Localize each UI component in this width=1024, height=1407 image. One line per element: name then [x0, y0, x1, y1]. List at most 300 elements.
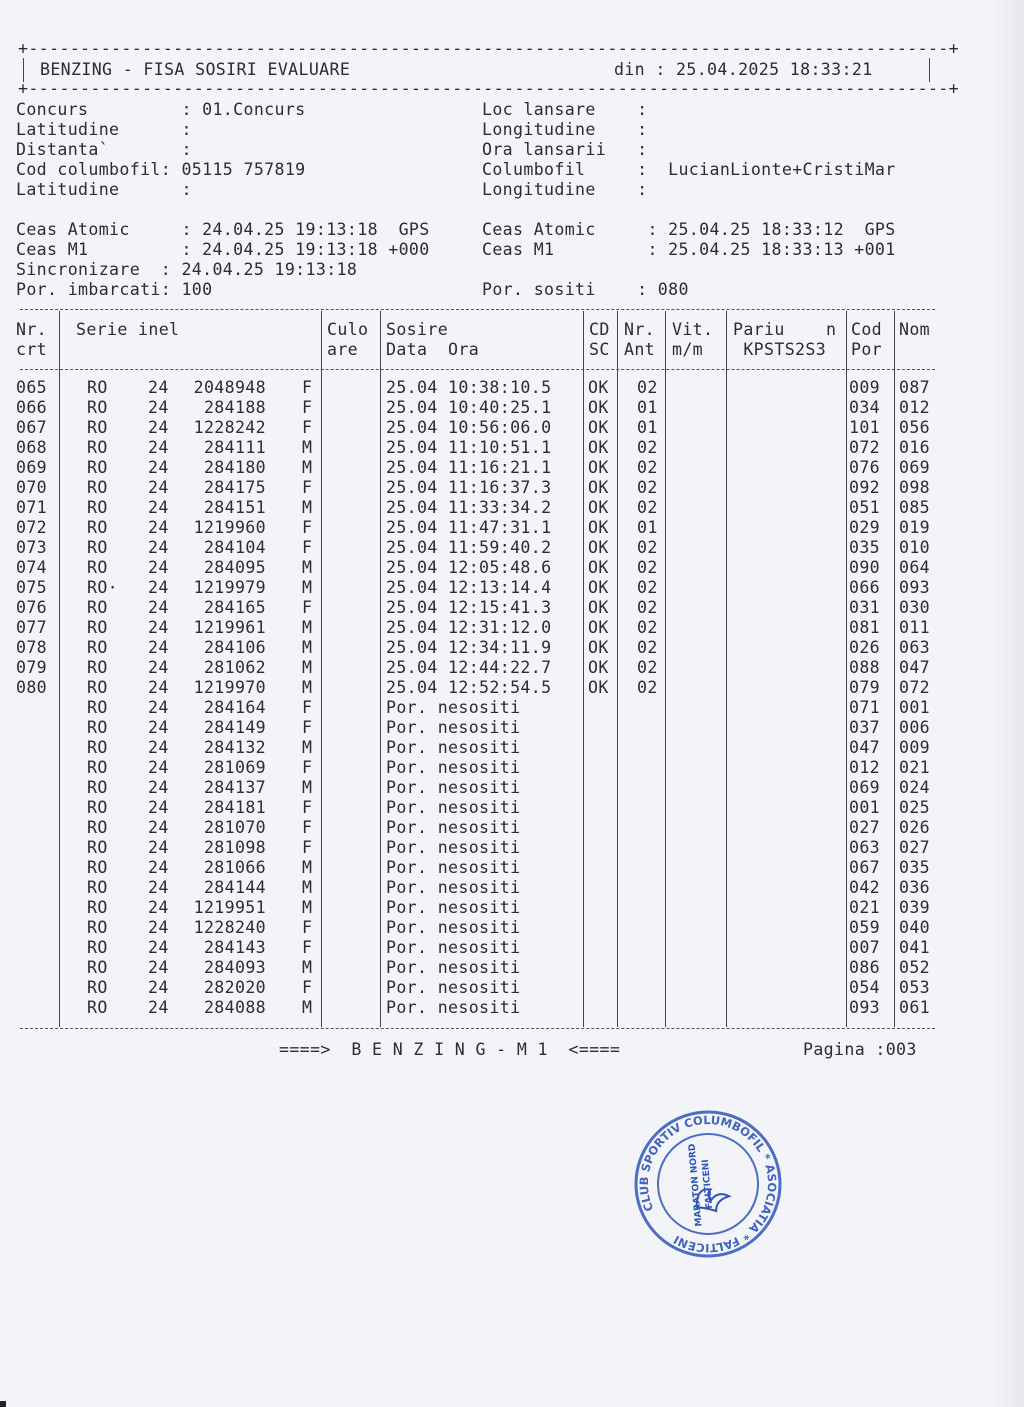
cell-cd: OK: [588, 598, 609, 617]
cell-tara: RO: [87, 798, 108, 817]
cell-tara: RO·: [87, 578, 119, 597]
cell-nom: 085: [899, 498, 931, 517]
cell-cd: OK: [588, 678, 609, 697]
cell-cd: OK: [588, 458, 609, 477]
cell-an: 24: [148, 398, 169, 417]
cell-nr: 080: [16, 678, 48, 697]
info-ora-lansarii: Ora lansarii :: [482, 140, 648, 159]
cell-an: 24: [148, 638, 169, 657]
cell-tara: RO: [87, 738, 108, 757]
cell-an: 24: [148, 558, 169, 577]
cell-ant: 02: [637, 558, 658, 577]
info-columbofil: Columbofil : LucianLionte+CristiMar: [482, 160, 896, 179]
cell-nom: 009: [899, 738, 931, 757]
cell-nr: 069: [16, 458, 48, 477]
cell-an: 24: [148, 678, 169, 697]
svg-text:CLUB SPORTIV COLUMBOFIL * ASOC: CLUB SPORTIV COLUMBOFIL * ASOCIATIA * FALTICENI: [636, 1112, 780, 1256]
cell-cod: 029: [849, 518, 881, 537]
cell-ant: 02: [637, 458, 658, 477]
cell-nom: 056: [899, 418, 931, 437]
cell-nom: 053: [899, 978, 931, 997]
cell-sosire: 25.04 12:31:12.0: [386, 618, 552, 637]
clock-left-imbarcati: Por. imbarcati: 100: [16, 280, 213, 299]
cell-nom: 025: [899, 798, 931, 817]
cell-tara: RO: [87, 978, 108, 997]
cell-nom: 035: [899, 858, 931, 877]
cell-cod: 086: [849, 958, 881, 977]
col-sep-6: [665, 311, 666, 1027]
cell-inel: 284093: [203, 958, 266, 977]
cell-cod: 037: [849, 718, 881, 737]
cell-tara: RO: [87, 898, 108, 917]
cell-sosire: 25.04 12:44:22.7: [386, 658, 552, 677]
cell-ant: 02: [637, 638, 658, 657]
cell-an: 24: [148, 858, 169, 877]
cell-sosire: 25.04 12:34:11.9: [386, 638, 552, 657]
cell-tara: RO: [87, 638, 108, 657]
cell-tara: RO: [87, 618, 108, 637]
cell-tara: RO: [87, 718, 108, 737]
cell-nr: 074: [16, 558, 48, 577]
cell-cod: 069: [849, 778, 881, 797]
cell-inel: 284132: [203, 738, 266, 757]
col-header-culoare: Culo are: [327, 320, 369, 359]
cell-cd: OK: [588, 498, 609, 517]
col-header-cdsc: CD SC: [589, 320, 610, 359]
cell-cod: 081: [849, 618, 881, 637]
cell-sex: F: [302, 938, 313, 957]
cell-an: 24: [148, 958, 169, 977]
cell-nom: 026: [899, 818, 931, 837]
col-sep-8: [846, 311, 847, 1027]
cell-inel: 282020: [203, 978, 266, 997]
cell-sosire: 25.04 12:52:54.5: [386, 678, 552, 697]
info-cod-columbofil: Cod columbofil: 05115 757819: [16, 160, 306, 179]
cell-cod: 088: [849, 658, 881, 677]
cell-sosire: Por. nesositi: [386, 938, 521, 957]
col-sep-5: [617, 311, 618, 1027]
cell-an: 24: [148, 838, 169, 857]
cell-cod: 027: [849, 818, 881, 837]
cell-inel: 284165: [203, 598, 266, 617]
cell-an: 24: [148, 998, 169, 1017]
cell-sosire: Por. nesositi: [386, 698, 521, 717]
cell-inel: 284111: [203, 438, 266, 457]
cell-cod: 021: [849, 898, 881, 917]
col-header-pariu: Pariu n KPSTS2S3: [733, 320, 837, 359]
cell-nr: 078: [16, 638, 48, 657]
cell-tara: RO: [87, 478, 108, 497]
cell-cod: 034: [849, 398, 881, 417]
cell-cod: 090: [849, 558, 881, 577]
cell-sex: F: [302, 698, 313, 717]
cell-tara: RO: [87, 758, 108, 777]
cell-an: 24: [148, 578, 169, 597]
cell-ant: 02: [637, 378, 658, 397]
cell-an: 24: [148, 658, 169, 677]
cell-an: 24: [148, 798, 169, 817]
cell-nom: 011: [899, 618, 931, 637]
cell-cd: OK: [588, 618, 609, 637]
col-sep-3: [380, 311, 381, 1027]
cell-inel: 281098: [203, 838, 266, 857]
col-header-cod-por: Cod Por: [851, 320, 883, 359]
cell-sex: M: [302, 578, 313, 597]
cell-cd: OK: [588, 518, 609, 537]
cell-sosire: Por. nesositi: [386, 778, 521, 797]
cell-ant: 02: [637, 538, 658, 557]
cell-sex: M: [302, 998, 313, 1017]
cell-sosire: Por. nesositi: [386, 718, 521, 737]
cell-sex: F: [302, 798, 313, 817]
cell-sosire: 25.04 11:16:21.1: [386, 458, 552, 477]
cell-sosire: 25.04 11:59:40.2: [386, 538, 552, 557]
cell-tara: RO: [87, 778, 108, 797]
cell-cd: OK: [588, 658, 609, 677]
cell-nr: 067: [16, 418, 48, 437]
cell-sex: M: [302, 438, 313, 457]
cell-an: 24: [148, 938, 169, 957]
cell-inel: 284137: [203, 778, 266, 797]
cell-sosire: Por. nesositi: [386, 958, 521, 977]
cell-cd: OK: [588, 398, 609, 417]
cell-nr: 076: [16, 598, 48, 617]
cell-sex: M: [302, 638, 313, 657]
header-top-border: +-----------------------------------------------------------------------------------------+: [18, 39, 959, 58]
report-title: BENZING - FISA SOSIRI EVALUARE: [40, 60, 351, 79]
cell-sex: F: [302, 758, 313, 777]
cell-an: 24: [148, 898, 169, 917]
cell-tara: RO: [87, 418, 108, 437]
cell-nom: 012: [899, 398, 931, 417]
cell-sosire: Por. nesositi: [386, 898, 521, 917]
cell-sex: F: [302, 978, 313, 997]
cell-ant: 02: [637, 658, 658, 677]
clock-right-atomic: Ceas Atomic : 25.04.25 18:33:12 GPS: [482, 220, 896, 239]
clock-left-atomic: Ceas Atomic : 24.04.25 19:13:18 GPS: [16, 220, 430, 239]
scan-shadow: [990, 0, 1024, 1407]
cell-cod: 092: [849, 478, 881, 497]
cell-sosire: 25.04 12:05:48.6: [386, 558, 552, 577]
cell-tara: RO: [87, 518, 108, 537]
cell-inel: 2048948: [193, 378, 266, 397]
col-sep-4: [583, 311, 584, 1027]
page-number: Pagina :003: [803, 1040, 917, 1059]
cell-an: 24: [148, 498, 169, 517]
cell-nr: 071: [16, 498, 48, 517]
cell-sex: F: [302, 398, 313, 417]
cell-inel: 284144: [203, 878, 266, 897]
cell-tara: RO: [87, 598, 108, 617]
info-longitudine-1: Longitudine :: [482, 120, 648, 139]
cell-cod: 054: [849, 978, 881, 997]
cell-tara: RO: [87, 698, 108, 717]
cell-cd: OK: [588, 578, 609, 597]
cell-nom: 069: [899, 458, 931, 477]
cell-nom: 041: [899, 938, 931, 957]
cell-cd: OK: [588, 438, 609, 457]
cell-cod: 012: [849, 758, 881, 777]
cell-inel: 284149: [203, 718, 266, 737]
cell-inel: 281070: [203, 818, 266, 837]
col-sep-7: [726, 311, 727, 1027]
cell-inel: 284088: [203, 998, 266, 1017]
cell-an: 24: [148, 518, 169, 537]
cell-tara: RO: [87, 558, 108, 577]
cell-inel: 1219960: [193, 518, 266, 537]
info-latitudine-2: Latitudine :: [16, 180, 192, 199]
cell-sex: F: [302, 538, 313, 557]
cell-sex: F: [302, 718, 313, 737]
cell-nom: 039: [899, 898, 931, 917]
cell-inel: 1219951: [193, 898, 266, 917]
cell-inel: 284143: [203, 938, 266, 957]
cell-sosire: Por. nesositi: [386, 758, 521, 777]
cell-cd: OK: [588, 378, 609, 397]
cell-ant: 02: [637, 478, 658, 497]
cell-an: 24: [148, 758, 169, 777]
cell-nr: 072: [16, 518, 48, 537]
cell-inel: 1228242: [193, 418, 266, 437]
cell-nom: 016: [899, 438, 931, 457]
cell-sosire: Por. nesositi: [386, 878, 521, 897]
cell-nom: 047: [899, 658, 931, 677]
cell-an: 24: [148, 778, 169, 797]
table-header-rule: [20, 369, 935, 370]
cell-cod: 009: [849, 378, 881, 397]
cell-sosire: Por. nesositi: [386, 798, 521, 817]
cell-an: 24: [148, 438, 169, 457]
cell-inel: 1219970: [193, 678, 266, 697]
cell-sosire: 25.04 11:16:37.3: [386, 478, 552, 497]
cell-tara: RO: [87, 658, 108, 677]
cell-nom: 098: [899, 478, 931, 497]
cell-cod: 059: [849, 918, 881, 937]
cell-tara: RO: [87, 818, 108, 837]
cell-an: 24: [148, 458, 169, 477]
cell-an: 24: [148, 598, 169, 617]
cell-sosire: Por. nesositi: [386, 978, 521, 997]
cell-nom: 093: [899, 578, 931, 597]
table-top-rule: [20, 309, 935, 310]
cell-inel: 284175: [203, 478, 266, 497]
cell-nom: 027: [899, 838, 931, 857]
cell-sex: F: [302, 838, 313, 857]
cell-ant: 02: [637, 498, 658, 517]
cell-sex: M: [302, 458, 313, 477]
cell-ant: 02: [637, 598, 658, 617]
cell-sex: F: [302, 518, 313, 537]
cell-cod: 067: [849, 858, 881, 877]
footer-benzing: ====> B E N Z I N G - M 1 <====: [279, 1040, 621, 1059]
cell-sex: M: [302, 678, 313, 697]
cell-an: 24: [148, 978, 169, 997]
clock-left-sync: Sincronizare : 24.04.25 19:13:18: [16, 260, 358, 279]
cell-an: 24: [148, 418, 169, 437]
cell-nom: 001: [899, 698, 931, 717]
cell-tara: RO: [87, 378, 108, 397]
cell-tara: RO: [87, 878, 108, 897]
cell-nom: 006: [899, 718, 931, 737]
col-header-nr-ant: Nr. Ant: [624, 320, 656, 359]
cell-nom: 063: [899, 638, 931, 657]
cell-sex: M: [302, 658, 313, 677]
cell-inel: 284181: [203, 798, 266, 817]
cell-an: 24: [148, 378, 169, 397]
cell-an: 24: [148, 818, 169, 837]
cell-inel: 1219979: [193, 578, 266, 597]
cell-sosire: Por. nesositi: [386, 838, 521, 857]
cell-cod: 079: [849, 678, 881, 697]
cell-sosire: 25.04 10:56:06.0: [386, 418, 552, 437]
cell-sosire: 25.04 11:10:51.1: [386, 438, 552, 457]
cell-cd: OK: [588, 538, 609, 557]
cell-sosire: Por. nesositi: [386, 818, 521, 837]
cell-sosire: 25.04 11:47:31.1: [386, 518, 552, 537]
cell-cod: 051: [849, 498, 881, 517]
cell-sex: F: [302, 478, 313, 497]
col-header-nr: Nr. crt: [16, 320, 48, 359]
cell-tara: RO: [87, 838, 108, 857]
svg-text:MARATON NORD: MARATON NORD: [687, 1143, 705, 1227]
cell-ant: 02: [637, 618, 658, 637]
cell-ant: 02: [637, 578, 658, 597]
cell-sex: M: [302, 958, 313, 977]
cell-inel: 284164: [203, 698, 266, 717]
cell-sosire: 25.04 12:13:14.4: [386, 578, 552, 597]
cell-tara: RO: [87, 538, 108, 557]
info-concurs: Concurs : 01.Concurs: [16, 100, 306, 119]
cell-tara: RO: [87, 858, 108, 877]
cell-tara: RO: [87, 678, 108, 697]
cell-inel: 1219961: [193, 618, 266, 637]
cell-sex: M: [302, 738, 313, 757]
cell-cod: 093: [849, 998, 881, 1017]
cell-ant: 01: [637, 418, 658, 437]
cell-sex: M: [302, 898, 313, 917]
cell-nr: 077: [16, 618, 48, 637]
cell-sex: M: [302, 858, 313, 877]
cell-sex: M: [302, 778, 313, 797]
cell-nom: 024: [899, 778, 931, 797]
cell-cod: 001: [849, 798, 881, 817]
cell-nom: 087: [899, 378, 931, 397]
cell-inel: 281066: [203, 858, 266, 877]
cell-cod: 101: [849, 418, 881, 437]
cell-an: 24: [148, 618, 169, 637]
cell-ant: 02: [637, 678, 658, 697]
cell-an: 24: [148, 918, 169, 937]
cell-nom: 064: [899, 558, 931, 577]
cell-nom: 052: [899, 958, 931, 977]
col-sep-2: [321, 311, 322, 1027]
cell-ant: 02: [637, 438, 658, 457]
cell-sosire: Por. nesositi: [386, 998, 521, 1017]
cell-sex: M: [302, 498, 313, 517]
cell-nom: 010: [899, 538, 931, 557]
cell-sex: M: [302, 618, 313, 637]
cell-tara: RO: [87, 438, 108, 457]
cell-nr: 068: [16, 438, 48, 457]
cell-cod: 063: [849, 838, 881, 857]
cell-nom: 036: [899, 878, 931, 897]
cell-inel: 281069: [203, 758, 266, 777]
cell-sex: F: [302, 818, 313, 837]
cell-nr: 070: [16, 478, 48, 497]
cell-nom: 072: [899, 678, 931, 697]
clock-right-m1: Ceas M1 : 25.04.25 18:33:13 +001: [482, 240, 896, 259]
svg-text:FALTICENI: FALTICENI: [700, 1158, 716, 1210]
cell-tara: RO: [87, 458, 108, 477]
cell-nr: 073: [16, 538, 48, 557]
cell-cod: 031: [849, 598, 881, 617]
scan-corner-mark: [0, 1401, 6, 1407]
cell-nr: 075: [16, 578, 48, 597]
cell-nr: 065: [16, 378, 48, 397]
col-sep-9: [894, 311, 895, 1027]
cell-ant: 01: [637, 518, 658, 537]
cell-an: 24: [148, 538, 169, 557]
cell-an: 24: [148, 698, 169, 717]
cell-nr: 066: [16, 398, 48, 417]
col-header-sosire: Sosire Data Ora: [386, 320, 480, 359]
cell-sex: F: [302, 378, 313, 397]
cell-tara: RO: [87, 938, 108, 957]
cell-an: 24: [148, 878, 169, 897]
cell-sosire: Por. nesositi: [386, 858, 521, 877]
cell-tara: RO: [87, 398, 108, 417]
clock-right-sositi: Por. sositi : 080: [482, 280, 689, 299]
cell-tara: RO: [87, 498, 108, 517]
cell-cod: 047: [849, 738, 881, 757]
cell-inel: 1228240: [193, 918, 266, 937]
cell-sosire: Por. nesositi: [386, 918, 521, 937]
cell-cod: 076: [849, 458, 881, 477]
col-sep-1: [59, 311, 60, 1027]
cell-inel: 284106: [203, 638, 266, 657]
cell-cd: OK: [588, 558, 609, 577]
cell-inel: 284180: [203, 458, 266, 477]
cell-sosire: 25.04 10:38:10.5: [386, 378, 552, 397]
cell-inel: 281062: [203, 658, 266, 677]
cell-cod: 066: [849, 578, 881, 597]
cell-nr: 079: [16, 658, 48, 677]
col-header-nom: Nom: [899, 320, 931, 339]
header-bottom-border: +-----------------------------------------------------------------------------------------+: [18, 79, 959, 98]
cell-cod: 072: [849, 438, 881, 457]
cell-nom: 030: [899, 598, 931, 617]
cell-sex: M: [302, 558, 313, 577]
cell-tara: RO: [87, 918, 108, 937]
cell-cod: 026: [849, 638, 881, 657]
cell-ant: 01: [637, 398, 658, 417]
table-bottom-rule: [20, 1028, 935, 1029]
cell-tara: RO: [87, 958, 108, 977]
cell-sex: F: [302, 598, 313, 617]
cell-sex: M: [302, 878, 313, 897]
cell-inel: 284188: [203, 398, 266, 417]
cell-nom: 021: [899, 758, 931, 777]
report-date: din : 25.04.2025 18:33:21: [614, 60, 873, 79]
cell-cod: 035: [849, 538, 881, 557]
col-header-viteza: Vit. m/m: [672, 320, 714, 359]
col-header-serie-inel: Serie inel: [76, 320, 180, 339]
info-distanta: Distanta` :: [16, 140, 192, 159]
cell-sosire: 25.04 12:15:41.3: [386, 598, 552, 617]
info-latitudine-1: Latitudine :: [16, 120, 192, 139]
cell-sosire: Por. nesositi: [386, 738, 521, 757]
club-stamp: [632, 1108, 784, 1260]
